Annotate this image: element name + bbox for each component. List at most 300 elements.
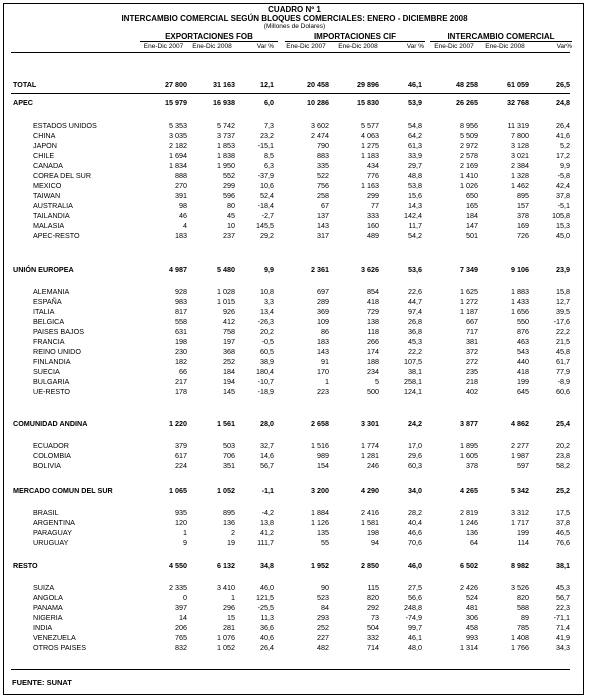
row-cell: 33,9 — [408, 151, 422, 160]
row-cell: 29,7 — [408, 161, 422, 170]
row-cell: 714 — [367, 643, 379, 652]
row-cell: 52,4 — [260, 191, 274, 200]
row-cell: 434 — [367, 161, 379, 170]
row-cell: 876 — [517, 327, 529, 336]
row-cell: 2 182 — [169, 141, 187, 150]
row-cell: 73 — [371, 613, 379, 622]
row-cell: 266 — [367, 337, 379, 346]
row-cell: 64 — [470, 538, 478, 547]
row-cell: 54,2 — [408, 231, 422, 240]
row-cell: 758 — [223, 327, 235, 336]
row-cell: 25,4 — [556, 419, 570, 428]
table-row — [0, 451, 589, 461]
row-cell: 20,2 — [556, 441, 570, 450]
row-cell: 503 — [223, 441, 235, 450]
row-cell: 4 063 — [361, 131, 379, 140]
row-cell: 1 — [231, 593, 235, 602]
row-cell: 26,8 — [408, 317, 422, 326]
row-label: ESTADOS UNIDOS — [33, 121, 97, 130]
row-cell: 61,7 — [556, 357, 570, 366]
row-cell: 983 — [175, 297, 187, 306]
row-label: CHINA — [33, 131, 56, 140]
row-cell: 58,2 — [556, 461, 570, 470]
exports-header-rule — [140, 41, 278, 42]
row-cell: 332 — [367, 633, 379, 642]
row-cell: 5,2 — [560, 141, 570, 150]
row-cell: 5 — [375, 377, 379, 386]
row-cell: 154 — [317, 461, 329, 470]
row-cell: 183 — [317, 337, 329, 346]
row-cell: 726 — [517, 231, 529, 240]
row-cell: 299 — [367, 191, 379, 200]
row-cell: 10 286 — [307, 98, 329, 107]
row-label: INDIA — [33, 623, 53, 632]
row-cell: 832 — [175, 643, 187, 652]
row-cell: 1 — [183, 528, 187, 537]
row-cell: 53,9 — [408, 98, 422, 107]
row-cell: 552 — [223, 171, 235, 180]
table-bottom-rule — [11, 669, 570, 670]
table-row — [0, 171, 589, 181]
row-cell: -37,9 — [257, 171, 274, 180]
row-cell: 143 — [317, 347, 329, 356]
row-label: PAISES BAJOS — [33, 327, 84, 336]
row-cell: -2,7 — [261, 211, 274, 220]
row-cell: 142,4 — [404, 211, 422, 220]
row-cell: -26,3 — [257, 317, 274, 326]
row-cell: 1 246 — [460, 518, 478, 527]
row-cell: 29,2 — [260, 231, 274, 240]
row-cell: 402 — [466, 387, 478, 396]
row-cell: 184 — [466, 211, 478, 220]
row-cell: 34,0 — [408, 486, 422, 495]
row-cell: 41,2 — [260, 528, 274, 537]
row-cell: 17,2 — [556, 151, 570, 160]
row-cell: 66 — [179, 367, 187, 376]
row-cell: 28,2 — [408, 508, 422, 517]
subheader-exp-2007: Ene-Dic 2007 — [143, 43, 184, 50]
row-cell: 306 — [466, 613, 478, 622]
row-cell: 53,8 — [408, 181, 422, 190]
row-cell: 61,3 — [408, 141, 422, 150]
row-cell: 500 — [367, 387, 379, 396]
row-cell: 15,6 — [408, 191, 422, 200]
row-cell: 1 065 — [169, 486, 187, 495]
table-row — [0, 518, 589, 528]
row-cell: 11,3 — [260, 613, 274, 622]
row-cell: 3,3 — [264, 297, 274, 306]
row-cell: 1 853 — [217, 141, 235, 150]
row-cell: 2 578 — [460, 151, 478, 160]
row-cell: 37,8 — [556, 191, 570, 200]
row-cell: 378 — [517, 211, 529, 220]
row-cell: 558 — [175, 317, 187, 326]
subheader-tra-2007: Ene-Dic 2007 — [434, 43, 474, 50]
table-title: CUADRO Nº 1 — [268, 5, 321, 14]
row-cell: 89 — [521, 613, 529, 622]
row-cell: 5 480 — [217, 265, 235, 274]
row-cell: 1 838 — [217, 151, 235, 160]
row-label: BULGARIA — [33, 377, 70, 386]
row-cell: 16 938 — [213, 98, 235, 107]
row-cell: 729 — [367, 307, 379, 316]
units-note: (Millones de Dolares) — [263, 23, 326, 30]
row-cell: 1 561 — [217, 419, 235, 428]
row-cell: 1 126 — [311, 518, 329, 527]
row-cell: 888 — [175, 171, 187, 180]
trade-group-header: INTERCAMBIO COMERCIAL — [447, 32, 555, 41]
table-row — [0, 191, 589, 201]
table-row — [0, 623, 589, 633]
row-cell: 71,4 — [556, 623, 570, 632]
row-label: BRASIL — [33, 508, 59, 517]
row-cell: 272 — [466, 357, 478, 366]
row-cell: 198 — [175, 337, 187, 346]
row-cell: 26,4 — [556, 121, 570, 130]
row-cell: 223 — [317, 387, 329, 396]
row-cell: 15,3 — [556, 221, 570, 230]
row-cell: 15 — [227, 613, 235, 622]
table-row — [0, 265, 589, 275]
row-cell: 136 — [466, 528, 478, 537]
row-cell: 5 509 — [460, 131, 478, 140]
row-cell: 25,2 — [556, 486, 570, 495]
row-cell: 48,0 — [408, 643, 422, 652]
row-label: NIGERIA — [33, 613, 63, 622]
row-cell: 198 — [367, 528, 379, 537]
row-cell: 145,5 — [256, 221, 274, 230]
row-cell: 13,4 — [260, 307, 274, 316]
row-cell: 29,6 — [408, 451, 422, 460]
row-cell: 504 — [367, 623, 379, 632]
row-cell: 928 — [175, 287, 187, 296]
row-cell: 45,3 — [556, 583, 570, 592]
subheader-exp-var: Var % — [256, 43, 274, 50]
row-cell: 368 — [223, 347, 235, 356]
table-row — [0, 161, 589, 171]
row-cell: 258,1 — [404, 377, 422, 386]
row-cell: 989 — [317, 451, 329, 460]
row-cell: 99,7 — [408, 623, 422, 632]
row-cell: 3 626 — [361, 265, 379, 274]
row-cell: 12,7 — [556, 297, 570, 306]
row-cell: 48 258 — [456, 80, 478, 89]
row-label: COREA DEL SUR — [33, 171, 92, 180]
row-cell: 138 — [367, 317, 379, 326]
table-row — [0, 327, 589, 337]
row-cell: 418 — [517, 367, 529, 376]
row-cell: 412 — [223, 317, 235, 326]
row-cell: 8,5 — [264, 151, 274, 160]
row-cell: 3 200 — [311, 486, 329, 495]
row-cell: 45,8 — [556, 347, 570, 356]
row-cell: 46,0 — [408, 561, 422, 570]
row-cell: 46,5 — [556, 528, 570, 537]
row-cell: 24,2 — [408, 419, 422, 428]
row-cell: 1 774 — [361, 441, 379, 450]
row-cell: 23,9 — [556, 265, 570, 274]
row-cell: 118 — [367, 327, 379, 336]
row-cell: 38,1 — [408, 367, 422, 376]
row-cell: 597 — [517, 461, 529, 470]
row-cell: 2 335 — [169, 583, 187, 592]
table-row — [0, 441, 589, 451]
row-cell: 1 694 — [169, 151, 187, 160]
row-cell: 3 301 — [361, 419, 379, 428]
table-row — [0, 508, 589, 518]
row-cell: 817 — [175, 307, 187, 316]
table-row — [0, 151, 589, 161]
source-footer: FUENTE: SUNAT — [12, 678, 72, 687]
row-cell: 596 — [223, 191, 235, 200]
row-cell: 14,6 — [260, 451, 274, 460]
row-cell: 482 — [317, 643, 329, 652]
row-cell: 1 834 — [169, 161, 187, 170]
row-cell: 28,0 — [260, 419, 274, 428]
row-label: AUSTRALIA — [33, 201, 73, 210]
row-cell: 785 — [517, 623, 529, 632]
row-cell: 170 — [317, 367, 329, 376]
row-cell: 41,9 — [556, 633, 570, 642]
row-cell: 182 — [175, 357, 187, 366]
row-cell: 197 — [223, 337, 235, 346]
row-cell: 169 — [517, 221, 529, 230]
row-label: ECUADOR — [33, 441, 69, 450]
row-cell: 15 979 — [165, 98, 187, 107]
row-cell: 3 128 — [511, 141, 529, 150]
row-cell: 24,8 — [556, 98, 570, 107]
row-cell: 12,1 — [260, 80, 274, 89]
row-cell: 45,0 — [556, 231, 570, 240]
row-cell: 4 550 — [169, 561, 187, 570]
row-cell: 820 — [367, 593, 379, 602]
table-row — [0, 583, 589, 593]
table-row — [0, 461, 589, 471]
row-cell: 1 410 — [460, 171, 478, 180]
row-label: SUECIA — [33, 367, 60, 376]
row-cell: 333 — [367, 211, 379, 220]
row-cell: 1 895 — [460, 441, 478, 450]
row-cell: 6 502 — [460, 561, 478, 570]
row-cell: 1 314 — [460, 643, 478, 652]
row-label: MALASIA — [33, 221, 65, 230]
row-cell: -18,4 — [257, 201, 274, 210]
table-row — [0, 337, 589, 347]
row-cell: 776 — [367, 171, 379, 180]
row-cell: 335 — [317, 161, 329, 170]
table-row — [0, 80, 589, 90]
row-cell: 60,5 — [260, 347, 274, 356]
row-cell: 9,9 — [264, 265, 274, 274]
table-subtitle: INTERCAMBIO COMERCIAL SEGÚN BLOQUES COMERCIALES: ENERO - DICIEMBRE 2008 — [121, 14, 468, 23]
row-cell: 2 474 — [311, 131, 329, 140]
row-cell: -1,1 — [261, 486, 274, 495]
row-cell: 19 — [227, 538, 235, 547]
row-cell: 41,6 — [556, 131, 570, 140]
row-label: TAIWAN — [33, 191, 61, 200]
row-label: MEXICO — [33, 181, 62, 190]
row-cell: 2 416 — [361, 508, 379, 517]
row-cell: 3 312 — [511, 508, 529, 517]
subheader-exp-2008: Ene-Dic 2008 — [192, 43, 232, 50]
row-cell: 8 956 — [460, 121, 478, 130]
table-row — [0, 211, 589, 221]
row-cell: 20,2 — [260, 327, 274, 336]
row-cell: 26,5 — [556, 80, 570, 89]
row-cell: 820 — [517, 593, 529, 602]
row-cell: 5 353 — [169, 121, 187, 130]
row-cell: 76,6 — [556, 538, 570, 547]
row-cell: 351 — [223, 461, 235, 470]
total-separator-rule — [11, 93, 570, 94]
row-cell: 440 — [517, 357, 529, 366]
row-cell: 5 742 — [217, 121, 235, 130]
row-cell: 317 — [317, 231, 329, 240]
table-row — [0, 121, 589, 131]
row-cell: 77,9 — [556, 367, 570, 376]
row-cell: 2 361 — [311, 265, 329, 274]
row-cell: -8,9 — [557, 377, 570, 386]
row-cell: 38,1 — [556, 561, 570, 570]
row-label: CANADA — [33, 161, 63, 170]
row-cell: 1 076 — [217, 633, 235, 642]
row-cell: 105,8 — [552, 211, 570, 220]
row-cell: 120 — [175, 518, 187, 527]
row-cell: 2 850 — [361, 561, 379, 570]
row-cell: 1 884 — [311, 508, 329, 517]
row-cell: 1 516 — [311, 441, 329, 450]
table-row — [0, 98, 589, 108]
row-cell: 293 — [317, 613, 329, 622]
row-cell: 135 — [317, 528, 329, 537]
row-cell: 1 187 — [460, 307, 478, 316]
row-cell: 178 — [175, 387, 187, 396]
row-cell: 36,8 — [408, 327, 422, 336]
row-cell: 1 183 — [361, 151, 379, 160]
row-cell: 7,3 — [264, 121, 274, 130]
row-cell: 124,1 — [404, 387, 422, 396]
row-cell: 2 169 — [460, 161, 478, 170]
row-label: FINLANDIA — [33, 357, 71, 366]
row-cell: 90 — [321, 583, 329, 592]
row-cell: 489 — [367, 231, 379, 240]
row-cell: 217 — [175, 377, 187, 386]
row-cell: 180,4 — [256, 367, 274, 376]
row-cell: 1 462 — [511, 181, 529, 190]
row-label: URUGUAY — [33, 538, 69, 547]
row-cell: 1 052 — [217, 486, 235, 495]
table-row — [0, 387, 589, 397]
row-cell: 183 — [175, 231, 187, 240]
row-cell: 381 — [466, 337, 478, 346]
row-cell: 281 — [223, 623, 235, 632]
row-label: ESPAÑA — [33, 297, 62, 306]
row-cell: 523 — [317, 593, 329, 602]
row-cell: -15,1 — [257, 141, 274, 150]
row-cell: 42,4 — [556, 181, 570, 190]
table-row — [0, 486, 589, 496]
row-label: ARGENTINA — [33, 518, 75, 527]
row-cell: 2 — [231, 528, 235, 537]
row-label: BELGICA — [33, 317, 65, 326]
exports-group-header: EXPORTACIONES FOB — [165, 32, 253, 41]
row-cell: 650 — [466, 191, 478, 200]
row-cell: 136 — [223, 518, 235, 527]
imports-header-rule — [285, 41, 425, 42]
row-label: BOLIVIA — [33, 461, 61, 470]
row-cell: 60,6 — [556, 387, 570, 396]
row-cell: 854 — [367, 287, 379, 296]
row-cell: 27 800 — [165, 80, 187, 89]
row-cell: 1 220 — [169, 419, 187, 428]
row-cell: 4 290 — [361, 486, 379, 495]
row-cell: 61 059 — [507, 80, 529, 89]
row-cell: 1 026 — [460, 181, 478, 190]
table-row — [0, 603, 589, 613]
row-cell: 22,3 — [556, 603, 570, 612]
row-label: OTROS PAISES — [33, 643, 86, 652]
row-cell: 697 — [317, 287, 329, 296]
row-cell: 588 — [517, 603, 529, 612]
row-cell: 1 656 — [511, 307, 529, 316]
row-cell: 199 — [517, 377, 529, 386]
row-cell: 188 — [367, 357, 379, 366]
row-cell: 1 163 — [361, 181, 379, 190]
row-cell: 1 605 — [460, 451, 478, 460]
row-cell: 46,1 — [408, 80, 422, 89]
row-cell: 26 265 — [456, 98, 478, 107]
row-cell: 4 — [183, 221, 187, 230]
row-cell: 1 028 — [217, 287, 235, 296]
row-cell: 0 — [183, 593, 187, 602]
row-cell: 143 — [317, 221, 329, 230]
row-cell: 67 — [321, 201, 329, 210]
row-cell: 391 — [175, 191, 187, 200]
row-cell: 38,9 — [260, 357, 274, 366]
row-cell: 543 — [517, 347, 529, 356]
table-row — [0, 613, 589, 623]
row-cell: 1 052 — [217, 643, 235, 652]
table-row — [0, 307, 589, 317]
row-cell: 292 — [367, 603, 379, 612]
row-label: UE-RESTO — [33, 387, 71, 396]
row-cell: 45 — [227, 211, 235, 220]
row-cell: 27,5 — [408, 583, 422, 592]
row-cell: 3 602 — [311, 121, 329, 130]
table-row — [0, 347, 589, 357]
row-cell: 137 — [317, 211, 329, 220]
row-cell: 80 — [227, 201, 235, 210]
row-cell: 1 625 — [460, 287, 478, 296]
row-cell: 237 — [223, 231, 235, 240]
table-row — [0, 538, 589, 548]
row-cell: 55 — [321, 538, 329, 547]
row-label: MERCADO COMUN DEL SUR — [13, 486, 113, 495]
row-cell: -5,1 — [557, 201, 570, 210]
row-cell: 36,6 — [260, 623, 274, 632]
row-cell: 6,0 — [264, 98, 274, 107]
row-cell: 522 — [317, 171, 329, 180]
row-cell: 56,7 — [260, 461, 274, 470]
row-cell: -4,2 — [261, 508, 274, 517]
row-cell: 617 — [175, 451, 187, 460]
row-cell: 765 — [175, 633, 187, 642]
row-cell: 44,7 — [408, 297, 422, 306]
row-cell: 4 265 — [460, 486, 478, 495]
row-cell: 23,8 — [556, 451, 570, 460]
row-cell: 10 — [227, 221, 235, 230]
row-cell: 84 — [321, 603, 329, 612]
